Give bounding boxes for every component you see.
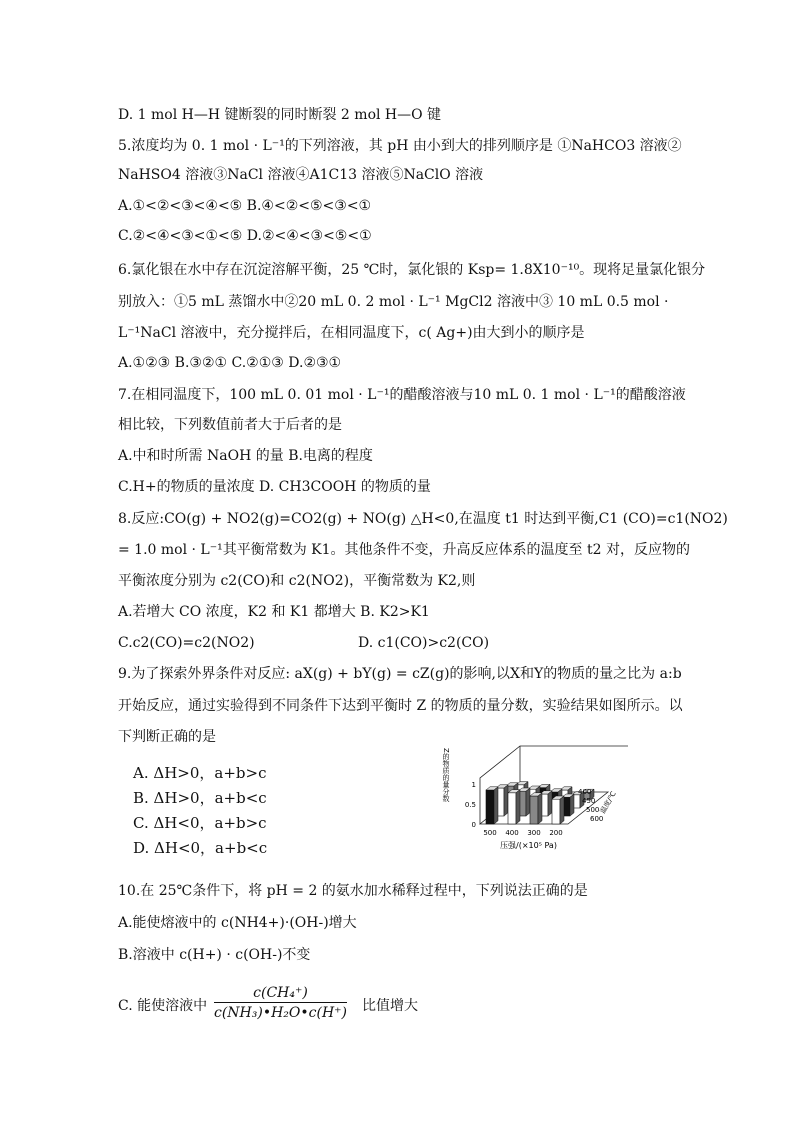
q8-option-d: D. c1(CO)>c2(CO) [358, 635, 490, 651]
q8-option-c: C.c2(CO)=c2(NO2) [118, 635, 255, 651]
q10-option-b: B.溶液中 c(H+) · c(OH-)不变 [118, 947, 311, 963]
bar-front [530, 796, 538, 824]
x-tick-label: 400 [505, 829, 519, 837]
z-tick-label: 400 [578, 788, 592, 796]
q7-options-cd: C.H+的物质的量浓度 D. CH3COOH 的物质的量 [118, 479, 431, 495]
q10-fraction [214, 985, 347, 1021]
q6-stem-line2: 别放入：①5 mL 蒸馏水中②20 mL 0. 2 mol · L⁻¹ MgCl2 溶液中③ 10 mL 0.5 mol · [118, 294, 669, 310]
bar-front [552, 799, 560, 824]
bar-side [560, 796, 564, 824]
q9-option-a: A. ΔH>0，a+b>c [133, 764, 267, 782]
bar-front [486, 790, 494, 824]
bar-side [504, 785, 508, 816]
q9-option-c: C. ΔH<0，a+b>c [133, 814, 267, 832]
z-tick-label: 500 [586, 806, 600, 814]
q10-stem: 10.在 25℃条件下，将 pH = 2 的氨水加水稀释过程中，下列说法正确的是 [118, 883, 588, 899]
z-tick-label: 450 [582, 797, 596, 805]
q5-options-cd: C.②<④<③<①<⑤ D.②<④<③<⑤<① [118, 228, 372, 244]
bar-side [548, 791, 552, 816]
q9-stem-line1: 9.为了探索外界条件对反应: aX(g) + bY(g) = cZ(g)的影响,以X和Y的物质的量之比为 a:b [118, 666, 682, 682]
q9-option-b: B. ΔH>0，a+b<c [133, 789, 267, 807]
q8-stem-line2: = 1.0 mol · L⁻¹其平衡常数为 K1。其他条件不变，升高反应体系的温度至 t2 对，反应物的 [118, 542, 690, 558]
x-axis-title: 压强/(×10⁵ Pa) [500, 841, 557, 850]
q4-option-d: D. 1 mol H—H 键断裂的同时断裂 2 mol H—O 键 [118, 107, 442, 123]
bar-front [508, 793, 516, 824]
q7-stem-line2: 相比较，下列数值前者大于后者的是 [118, 417, 342, 433]
q6-options: A.①②③ B.③②① C.②①③ D.②③① [118, 355, 342, 371]
q10-option-c-suffix: 比值增大 [362, 998, 418, 1014]
y-tick-label: 1 [471, 781, 476, 789]
q5-stem-line2: NaHSO4 溶液③NaCl 溶液④A1C13 溶液⑤NaClO 溶液 [118, 167, 484, 183]
bar-side [538, 793, 542, 824]
bar-side [494, 787, 498, 824]
q10-option-a: A.能使熔液中的 c(NH4+)·(OH-)增大 [118, 915, 357, 931]
z-axis-title: 温度/℃ [598, 790, 618, 815]
q9-stem-line3: 下判断正确的是 [118, 729, 216, 745]
fraction-denominator: c(NH₃)•H₂O•c(H⁺) [214, 1005, 348, 1021]
q5-options-ab: A.①<②<③<④<⑤ B.④<②<⑤<③<① [118, 198, 372, 214]
q9-stem-line2: 开始反应，通过实验得到不同条件下达到平衡时 Z 的物质的量分数，实验结果如图所示。以 [118, 698, 683, 714]
fraction-numerator: c(CH₄⁺) [214, 985, 347, 1003]
q6-stem-line3: L⁻¹NaCl 溶液中，充分搅拌后，在相同温度下，c( Ag+)由大到小的顺序是 [118, 325, 585, 341]
q8-stem-line3: 平衡浓度分别为 c2(CO)和 c2(NO2)，平衡常数为 K2,则 [118, 573, 476, 589]
q6-stem-line1: 6.氯化银在水中存在沉淀溶解平衡，25 ℃时，氯化银的 Ksp= 1.8X10⁻¹⁰。现将足量氯化银分 [118, 262, 706, 278]
bar-side [526, 788, 530, 816]
y-axis-title: Z的物质的量分数 [442, 748, 450, 802]
bar-side [516, 790, 520, 824]
q9-option-d: D. ΔH<0，a+b<c [133, 839, 268, 857]
q5-stem-line1: 5.浓度均为 0. 1 mol · L⁻¹的下列溶液，其 pH 由小到大的排列顺序是 ①NaHCO3 溶液② [118, 138, 682, 154]
q9-3d-bar-chart [440, 740, 640, 852]
x-tick-label: 200 [549, 829, 563, 837]
q10-option-c-prefix: C. 能使溶液中 [118, 998, 208, 1014]
y-tick-label: 0 [471, 821, 476, 829]
y-tick-label: 0.5 [464, 801, 476, 809]
x-tick-label: 300 [527, 829, 541, 837]
q8-options-ab: A.若增大 CO 浓度，K2 和 K1 都增大 B. K2>K1 [118, 604, 430, 620]
bar-side [570, 794, 574, 816]
q7-stem-line1: 7.在相同温度下，100 mL 0. 01 mol · L⁻¹的醋酸溶液与10 mL 0. 1 mol · L⁻¹的醋酸溶液 [118, 387, 686, 403]
q8-stem-line1: 8.反应:CO(g) + NO2(g)=CO2(g) + NO(g) △H<0,在温度 t1 时达到平衡,C1 (CO)=c1(NO2) [118, 511, 728, 527]
x-tick-label: 500 [483, 829, 497, 837]
q7-options-ab: A.中和时所需 NaOH 的量 B.电离的程度 [118, 448, 373, 464]
z-tick-label: 600 [590, 815, 604, 823]
